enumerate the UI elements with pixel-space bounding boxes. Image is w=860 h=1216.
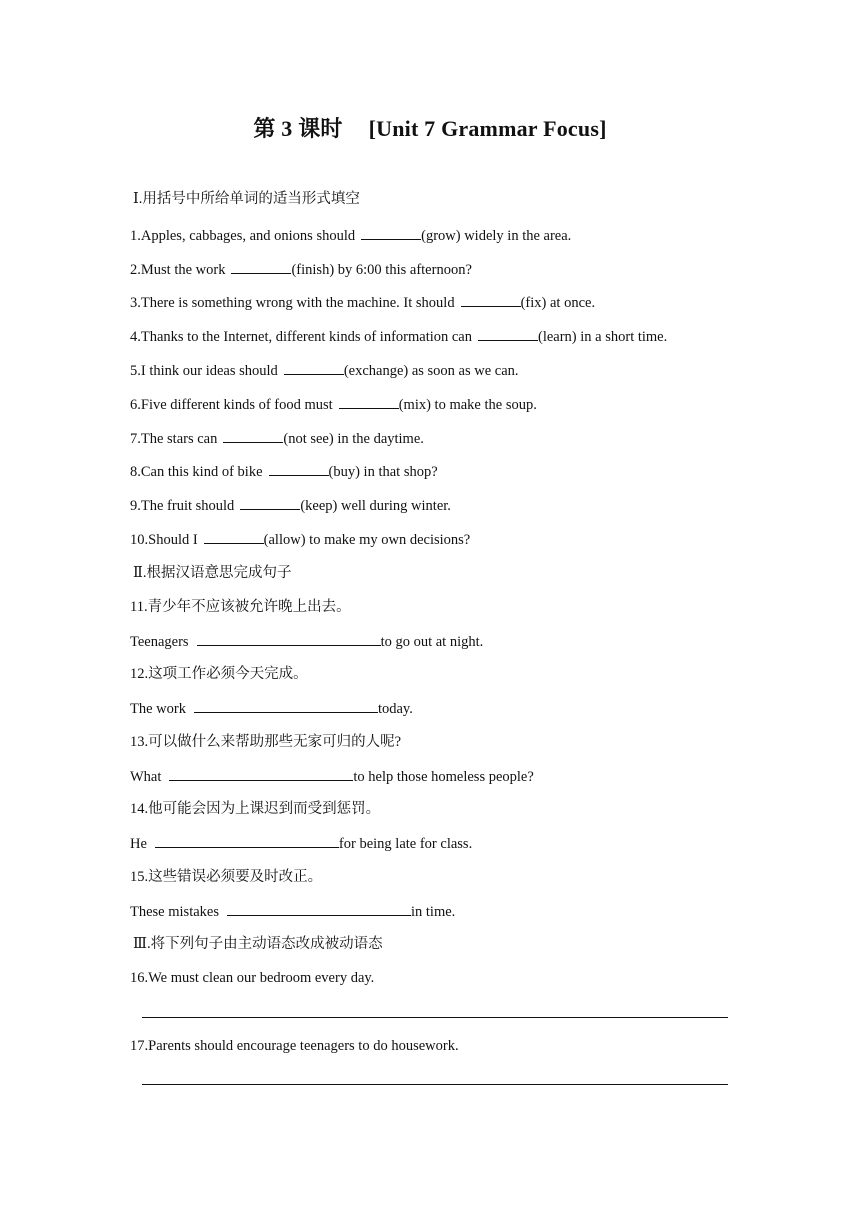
answer-line[interactable] — [142, 1084, 728, 1085]
lesson-label: 第 3 课时 — [253, 116, 343, 141]
chinese-prompt: 14.他可能会因为上课迟到而受到惩罚。 — [130, 801, 381, 817]
exercise-item: 2.Must the work (finish) by 6:00 this afternoon? — [130, 262, 472, 278]
answer-blank[interactable] — [227, 902, 411, 916]
exercise-item: The work today. — [130, 701, 413, 717]
exercise-item: He for being late for class. — [130, 836, 473, 852]
answer-blank[interactable] — [204, 530, 264, 544]
exercise-item: 16.We must clean our bedroom every day. — [130, 970, 375, 986]
chinese-prompt: 15.这些错误必须要及时改正。 — [130, 869, 323, 885]
answer-blank[interactable] — [194, 699, 378, 713]
exercise-item: Teenagers to go out at night. — [130, 634, 484, 650]
exercise-item: 1.Apples, cabbages, and onions should (grow) widely in the area. — [130, 228, 572, 244]
unit-label: [Unit 7 Grammar Focus] — [368, 116, 607, 141]
chinese-prompt: 12.这项工作必须今天完成。 — [130, 666, 308, 682]
exercise-item: 4.Thanks to the Internet, different kinds of information can (learn) in a short time. — [130, 329, 668, 345]
answer-blank[interactable] — [269, 462, 329, 476]
chinese-prompt: 13.可以做什么来帮助那些无家可归的人呢? — [130, 734, 402, 750]
answer-line[interactable] — [142, 1017, 728, 1018]
answer-blank[interactable] — [231, 260, 291, 274]
section-1-heading: Ⅰ.用括号中所给单词的适当形式填空 — [133, 191, 360, 207]
answer-blank[interactable] — [169, 767, 353, 781]
answer-blank[interactable] — [478, 327, 538, 341]
answer-blank[interactable] — [155, 834, 339, 848]
exercise-item: 3.There is something wrong with the machine. It should (fix) at once. — [130, 295, 596, 311]
exercise-item: 8.Can this kind of bike (buy) in that shop? — [130, 464, 438, 480]
answer-blank[interactable] — [339, 395, 399, 409]
section-2-heading: Ⅱ.根据汉语意思完成句子 — [133, 565, 292, 581]
answer-blank[interactable] — [197, 632, 381, 646]
answer-blank[interactable] — [223, 429, 283, 443]
exercise-item: 17.Parents should encourage teenagers to do housework. — [130, 1038, 459, 1054]
page-title — [0, 112, 860, 143]
answer-blank[interactable] — [361, 226, 421, 240]
exercise-item: What to help those homeless people? — [130, 769, 534, 785]
exercise-item: 5.I think our ideas should (exchange) as soon as we can. — [130, 363, 519, 379]
chinese-prompt: 11.青少年不应该被允许晚上出去。 — [130, 599, 351, 615]
exercise-item: 7.The stars can (not see) in the daytime. — [130, 431, 424, 447]
exercise-item: These mistakes in time. — [130, 904, 456, 920]
answer-blank[interactable] — [284, 361, 344, 375]
exercise-item: 6.Five different kinds of food must (mix) to make the soup. — [130, 397, 537, 413]
answer-blank[interactable] — [240, 496, 300, 510]
exercise-item: 10.Should I (allow) to make my own decisions? — [130, 532, 471, 548]
section-3-heading: Ⅲ.将下列句子由主动语态改成被动语态 — [133, 936, 383, 952]
answer-blank[interactable] — [461, 293, 521, 307]
exercise-item: 9.The fruit should (keep) well during winter. — [130, 498, 451, 514]
